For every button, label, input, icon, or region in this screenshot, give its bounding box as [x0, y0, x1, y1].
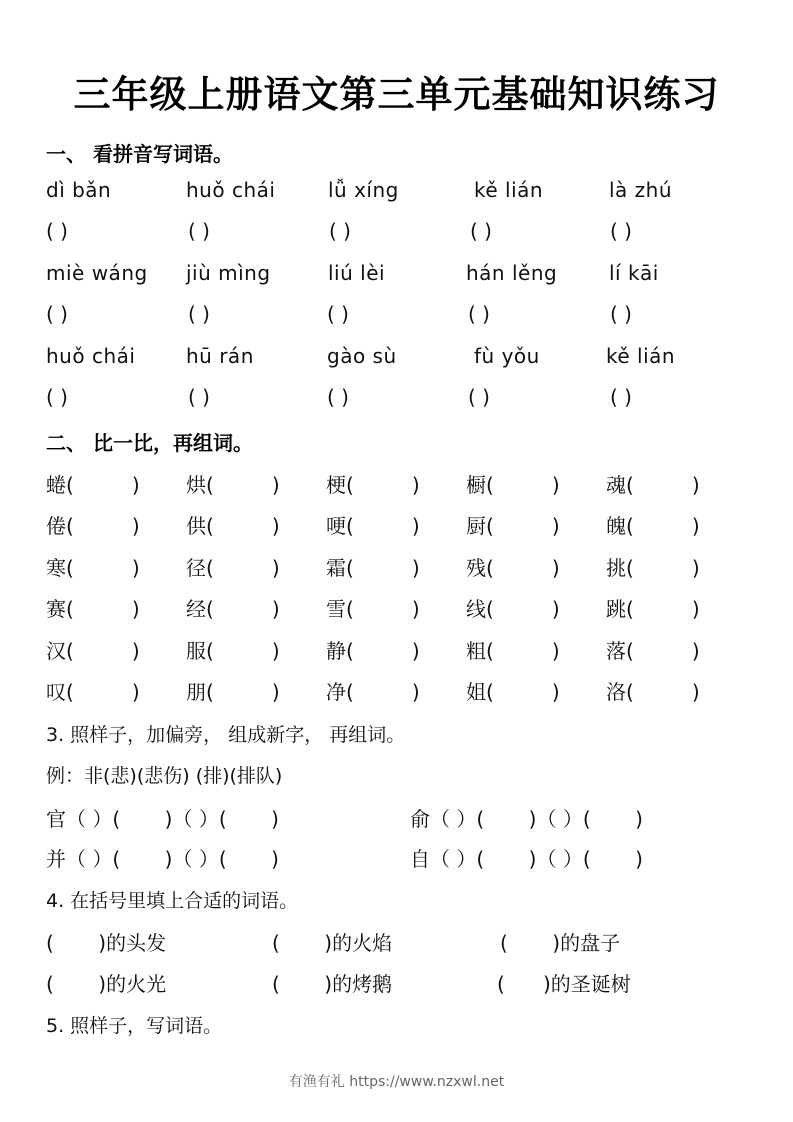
compare-item	[46, 593, 140, 622]
answer-blank[interactable]: ( )	[610, 302, 632, 326]
compare-item	[606, 552, 700, 581]
radical-row	[46, 843, 279, 872]
compare-item	[46, 510, 140, 539]
new-char-blank[interactable]: （ ）	[172, 847, 219, 871]
pinyin-item: kě lián	[474, 178, 544, 202]
compare-item	[606, 510, 700, 539]
base-char: 并	[46, 847, 66, 871]
new-char-blank[interactable]: （ ）	[430, 807, 477, 831]
compare-char: 魄	[606, 514, 626, 538]
word-blank[interactable]: ( )	[626, 514, 700, 538]
compare-item	[46, 469, 140, 498]
compare-char: 径	[186, 556, 206, 580]
new-char-blank[interactable]: （ ）	[536, 847, 583, 871]
word-blank[interactable]: ( )	[476, 847, 537, 871]
pinyin-item: huǒ chái	[46, 344, 136, 368]
word-blank[interactable]: ( )	[66, 639, 140, 663]
compare-char: 倦	[46, 514, 66, 538]
new-char-blank[interactable]: （ ）	[430, 847, 477, 871]
answer-blank[interactable]: ( )	[188, 302, 210, 326]
word-blank[interactable]: ( )	[206, 514, 280, 538]
word-blank[interactable]: ( )	[486, 514, 560, 538]
phrase-blank[interactable]: ( )	[500, 931, 561, 955]
pinyin-item: là zhú	[609, 178, 673, 202]
compare-item	[46, 635, 140, 664]
answer-blank[interactable]: ( )	[327, 302, 349, 326]
answer-blank[interactable]: ( )	[188, 219, 210, 243]
section1-heading: 一、 看拼音写词语。	[46, 142, 233, 166]
compare-item	[606, 676, 700, 705]
pinyin-item: liú lèi	[328, 261, 386, 285]
word-blank[interactable]: ( )	[346, 639, 420, 663]
compare-item	[186, 676, 280, 705]
phrase-suffix: 的火焰	[332, 931, 393, 955]
compare-char: 汉	[46, 639, 66, 663]
compare-item	[326, 635, 420, 664]
section3-heading: 3. 照样子，加偏旁， 组成新字， 再组词。	[46, 724, 406, 746]
phrase-fill	[497, 968, 631, 997]
compare-char: 供	[186, 514, 206, 538]
word-blank[interactable]: ( )	[346, 556, 420, 580]
compare-item	[326, 552, 420, 581]
answer-blank[interactable]: ( )	[329, 219, 351, 243]
word-blank[interactable]: ( )	[206, 556, 280, 580]
compare-item	[326, 676, 420, 705]
word-blank[interactable]: ( )	[206, 597, 280, 621]
phrase-fill	[272, 968, 392, 997]
pinyin-item: gào sù	[327, 344, 397, 368]
base-char: 俞	[410, 807, 430, 831]
compare-item	[466, 469, 560, 498]
answer-blank[interactable]: ( )	[46, 219, 68, 243]
word-blank[interactable]: ( )	[476, 807, 537, 831]
compare-char: 洛	[606, 680, 626, 704]
phrase-blank[interactable]: ( )	[46, 972, 107, 996]
compare-char: 霜	[326, 556, 346, 580]
word-blank[interactable]: ( )	[626, 639, 700, 663]
answer-blank[interactable]: ( )	[470, 219, 492, 243]
pinyin-item: lǚ xíng	[328, 178, 399, 202]
word-blank[interactable]: ( )	[112, 807, 173, 831]
compare-item	[466, 676, 560, 705]
compare-item	[326, 510, 420, 539]
answer-blank[interactable]: ( )	[46, 302, 68, 326]
word-blank[interactable]: ( )	[218, 847, 279, 871]
compare-char: 挑	[606, 556, 626, 580]
word-blank[interactable]: ( )	[346, 680, 420, 704]
compare-char: 落	[606, 639, 626, 663]
compare-item	[466, 552, 560, 581]
radical-row	[46, 803, 279, 832]
compare-item	[466, 635, 560, 664]
pinyin-item: dì bǎn	[46, 178, 112, 202]
word-blank[interactable]: ( )	[346, 514, 420, 538]
compare-char: 厨	[466, 514, 486, 538]
compare-item	[46, 676, 140, 705]
word-blank[interactable]: ( )	[206, 680, 280, 704]
compare-item	[606, 593, 700, 622]
footer-watermark: 有渔有礼 https://www.nzxwl.net	[288, 1074, 505, 1090]
compare-char: 烘	[186, 473, 206, 497]
phrase-blank[interactable]: ( )	[46, 931, 107, 955]
compare-item	[186, 469, 280, 498]
phrase-fill	[272, 927, 392, 956]
compare-char: 橱	[466, 473, 486, 497]
compare-char: 残	[466, 556, 486, 580]
compare-item	[186, 593, 280, 622]
compare-char: 服	[186, 639, 206, 663]
compare-char: 寒	[46, 556, 66, 580]
answer-blank[interactable]: ( )	[46, 385, 68, 409]
section4-heading: 4. 在括号里填上合适的词语。	[46, 890, 299, 912]
pinyin-item: fù yǒu	[474, 344, 540, 368]
radical-row	[410, 803, 643, 832]
compare-item	[326, 469, 420, 498]
word-blank[interactable]: ( )	[218, 807, 279, 831]
compare-char: 雪	[326, 597, 346, 621]
compare-item	[186, 635, 280, 664]
phrase-blank[interactable]: ( )	[497, 972, 551, 996]
compare-char: 赛	[46, 597, 66, 621]
compare-item	[326, 593, 420, 622]
phrase-suffix: 的火光	[106, 972, 167, 996]
compare-char: 魂	[606, 473, 626, 497]
compare-char: 经	[186, 597, 206, 621]
word-blank[interactable]: ( )	[66, 680, 140, 704]
answer-blank[interactable]: ( )	[188, 385, 210, 409]
phrase-fill	[46, 927, 166, 956]
answer-blank[interactable]: ( )	[468, 385, 490, 409]
compare-char: 朋	[186, 680, 206, 704]
compare-char: 姐	[466, 680, 486, 704]
compare-item	[606, 469, 700, 498]
compare-char: 蜷	[46, 473, 66, 497]
pinyin-item: lí kāi	[609, 261, 659, 285]
phrase-suffix: 的盘子	[560, 931, 621, 955]
base-char: 自	[410, 847, 430, 871]
answer-blank[interactable]: ( )	[610, 385, 632, 409]
phrase-blank[interactable]: ( )	[272, 931, 333, 955]
word-blank[interactable]: ( )	[66, 597, 140, 621]
compare-char: 净	[326, 680, 346, 704]
pinyin-item: miè wáng	[46, 261, 148, 285]
compare-item	[466, 510, 560, 539]
compare-char: 梗	[326, 473, 346, 497]
new-char-blank[interactable]: （ ）	[66, 807, 113, 831]
compare-char: 哽	[326, 514, 346, 538]
compare-char: 线	[466, 597, 486, 621]
new-char-blank[interactable]: （ ）	[536, 807, 583, 831]
pinyin-item: hū rán	[186, 344, 254, 368]
pinyin-item: huǒ chái	[186, 178, 276, 202]
compare-char: 粗	[466, 639, 486, 663]
word-blank[interactable]: ( )	[626, 556, 700, 580]
word-blank[interactable]: ( )	[626, 597, 700, 621]
pinyin-item: kě lián	[606, 344, 676, 368]
word-blank[interactable]: ( )	[486, 639, 560, 663]
section3-example: 例：非(悲)(悲伤) (排)(排队)	[46, 765, 283, 787]
compare-item	[46, 552, 140, 581]
word-blank[interactable]: ( )	[206, 473, 280, 497]
word-blank[interactable]: ( )	[486, 597, 560, 621]
phrase-suffix: 的圣诞树	[550, 972, 631, 996]
compare-char: 叹	[46, 680, 66, 704]
word-blank[interactable]: ( )	[112, 847, 173, 871]
compare-item	[186, 552, 280, 581]
radical-row	[410, 843, 643, 872]
pinyin-item: jiù mìng	[186, 261, 271, 285]
word-blank[interactable]: ( )	[346, 473, 420, 497]
word-blank[interactable]: ( )	[66, 473, 140, 497]
new-char-blank[interactable]: （ ）	[172, 807, 219, 831]
word-blank[interactable]: ( )	[626, 680, 700, 704]
section2-heading: 二、 比一比，再组词。	[46, 431, 253, 455]
word-blank[interactable]: ( )	[582, 847, 643, 871]
phrase-fill	[500, 927, 620, 956]
compare-char: 静	[326, 639, 346, 663]
word-blank[interactable]: ( )	[486, 473, 560, 497]
word-blank[interactable]: ( )	[66, 514, 140, 538]
word-blank[interactable]: ( )	[346, 597, 420, 621]
compare-item	[186, 510, 280, 539]
phrase-fill	[46, 968, 166, 997]
phrase-blank[interactable]: ( )	[272, 972, 333, 996]
word-blank[interactable]: ( )	[582, 807, 643, 831]
word-blank[interactable]: ( )	[626, 473, 700, 497]
answer-blank[interactable]: ( )	[610, 219, 632, 243]
word-blank[interactable]: ( )	[486, 680, 560, 704]
phrase-suffix: 的烤鹅	[332, 972, 393, 996]
word-blank[interactable]: ( )	[66, 556, 140, 580]
phrase-suffix: 的头发	[106, 931, 167, 955]
word-blank[interactable]: ( )	[206, 639, 280, 663]
compare-item	[606, 635, 700, 664]
new-char-blank[interactable]: （ ）	[66, 847, 113, 871]
pinyin-item: hán lěng	[466, 261, 558, 285]
compare-char: 跳	[606, 597, 626, 621]
page-title: 三年级上册语文第三单元基础知识练习	[73, 73, 720, 116]
answer-blank[interactable]: ( )	[327, 385, 349, 409]
word-blank[interactable]: ( )	[486, 556, 560, 580]
section5-heading: 5. 照样子，写词语。	[46, 1015, 223, 1037]
answer-blank[interactable]: ( )	[468, 302, 490, 326]
compare-item	[466, 593, 560, 622]
base-char: 官	[46, 807, 66, 831]
